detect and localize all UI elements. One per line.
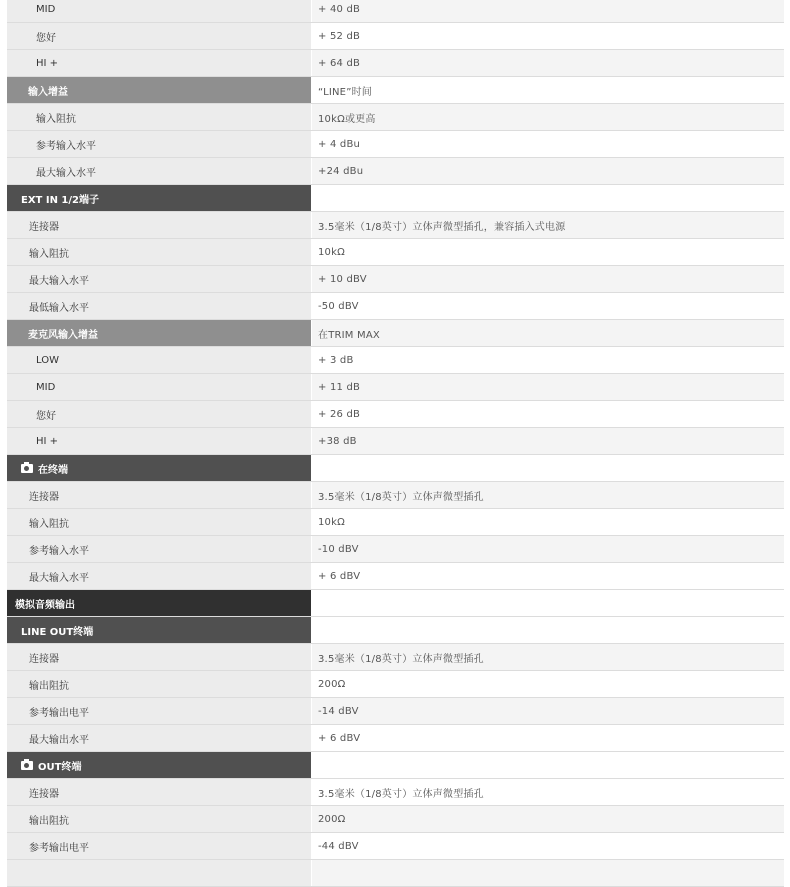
spec-label-text: 输入增益 — [28, 86, 68, 98]
spec-label-text: 连接器 — [29, 221, 59, 233]
spec-row — [7, 725, 784, 752]
spec-label — [7, 671, 312, 697]
spec-label — [7, 563, 312, 589]
spec-label-text: 最大输入水平 — [29, 275, 89, 287]
spec-label-text: 输入阻抗 — [29, 518, 69, 530]
spec-row — [7, 212, 784, 239]
spec-value: + 6 dBV — [318, 732, 361, 744]
spec-value: -50 dBV — [318, 300, 359, 312]
spec-label-text: 参考输出电平 — [29, 842, 89, 854]
spec-value: + 11 dB — [312, 374, 784, 400]
spec-label — [7, 104, 312, 130]
spec-row — [7, 320, 784, 347]
spec-value: + 52 dB — [318, 30, 361, 42]
spec-label-text: 模拟音频输出 — [15, 599, 75, 611]
spec-label-text: EXT IN 1/2端子 — [21, 194, 99, 206]
spec-value: + 26 dB — [318, 408, 361, 420]
spec-row — [7, 50, 784, 77]
spec-label — [7, 860, 312, 886]
spec-value — [312, 455, 784, 481]
spec-label — [7, 158, 312, 184]
spec-label — [7, 266, 312, 292]
spec-row — [7, 644, 784, 671]
spec-value: 10kΩ — [318, 246, 345, 258]
spec-label — [7, 212, 312, 238]
spec-value: 3.5毫米（1/8英寸）立体声微型插孔 — [312, 644, 784, 670]
spec-row — [7, 401, 784, 428]
spec-value: 200Ω — [318, 678, 346, 690]
spec-value: -10 dBV — [312, 536, 784, 562]
spec-table — [7, 0, 784, 887]
spec-label-text: 连接器 — [29, 788, 59, 800]
spec-label-text: 在终端 — [38, 464, 68, 476]
spec-value: +24 dBu — [312, 158, 784, 184]
spec-label-text: LINE OUT终端 — [21, 626, 94, 638]
spec-value: + 64 dB — [312, 50, 784, 76]
spec-value — [312, 752, 784, 778]
spec-label — [7, 779, 312, 805]
section-header-row — [7, 617, 784, 644]
spec-row — [7, 23, 784, 50]
spec-label-text: HI + — [36, 435, 59, 447]
spec-label — [7, 428, 312, 454]
spec-label-text: 输入阻抗 — [29, 248, 69, 260]
spec-label — [7, 482, 312, 508]
spec-row — [7, 509, 784, 536]
spec-label — [7, 23, 312, 49]
spec-label — [7, 752, 312, 778]
spec-value: 在TRIM MAX — [312, 320, 784, 346]
spec-label-text: 最大输入水平 — [29, 572, 89, 584]
spec-label — [7, 590, 312, 616]
spec-label-text: 麦克风输入增益 — [28, 329, 98, 341]
spec-label — [7, 347, 312, 373]
spec-label-text: 连接器 — [29, 491, 59, 503]
spec-value: 200Ω — [312, 806, 784, 832]
spec-label — [7, 617, 312, 643]
spec-row — [7, 347, 784, 374]
spec-label — [7, 239, 312, 265]
spec-label — [7, 374, 312, 400]
spec-label-text: 连接器 — [29, 653, 59, 665]
spec-row — [7, 374, 784, 401]
spec-label — [7, 509, 312, 535]
spec-row — [7, 266, 784, 293]
spec-row — [7, 158, 784, 185]
spec-value: “LINE”时间 — [318, 86, 372, 98]
spec-label — [7, 293, 312, 319]
spec-label-text: 输出阻抗 — [29, 680, 69, 692]
camera-icon — [21, 464, 33, 473]
spec-value — [312, 617, 784, 643]
spec-label-text: 最低输入水平 — [29, 302, 89, 314]
spec-value: 3.5毫米（1/8英寸）立体声微型插孔，兼容插入式电源 — [312, 212, 784, 238]
spec-row — [7, 698, 784, 725]
spec-value: + 40 dB — [312, 0, 784, 22]
spec-row — [7, 428, 784, 455]
spec-label — [7, 725, 312, 751]
spec-label — [7, 185, 312, 211]
spec-value: -14 dBV — [312, 698, 784, 724]
spec-row — [7, 482, 784, 509]
spec-value: + 3 dB — [318, 354, 354, 366]
spec-row — [7, 671, 784, 698]
spec-label-text: LOW — [36, 354, 59, 366]
spec-label — [7, 320, 312, 346]
spec-label — [7, 536, 312, 562]
spec-label — [7, 644, 312, 670]
spec-label-text: 参考输入水平 — [29, 545, 89, 557]
spec-value: 10kΩ或更高 — [312, 104, 784, 130]
section-header-row — [7, 455, 784, 482]
spec-row — [7, 77, 784, 104]
spec-label — [7, 698, 312, 724]
spec-row — [7, 563, 784, 590]
spec-value: -44 dBV — [318, 840, 359, 852]
spec-label-text: 最大输出水平 — [29, 734, 89, 746]
spec-value: 3.5毫米（1/8英寸）立体声微型插孔 — [318, 788, 484, 800]
spec-row — [7, 0, 784, 23]
section-header-row — [7, 752, 784, 779]
spec-label-text: 参考输入水平 — [36, 140, 96, 152]
spec-label — [7, 131, 312, 157]
spec-row — [7, 806, 784, 833]
spec-value — [312, 590, 784, 616]
spec-label — [7, 50, 312, 76]
spec-row — [7, 293, 784, 320]
spec-value: + 6 dBV — [318, 570, 361, 582]
spec-value: 10kΩ — [318, 516, 345, 528]
spec-label-text: 输入阻抗 — [36, 113, 76, 125]
spec-label — [7, 401, 312, 427]
spec-label-text: 最大输入水平 — [36, 167, 96, 179]
spec-label-text: MID — [36, 381, 56, 393]
spec-label-text: 输出阻抗 — [29, 815, 69, 827]
spec-label-text: HI + — [36, 57, 59, 69]
spec-value — [312, 185, 784, 211]
spec-label — [7, 455, 312, 481]
spec-value: + 4 dBu — [318, 138, 361, 150]
spec-value: +38 dB — [312, 428, 784, 454]
spec-label-text: 您好 — [36, 410, 56, 422]
spec-row — [7, 860, 784, 887]
spec-row — [7, 833, 784, 860]
spec-row — [7, 239, 784, 266]
spec-label-text: MID — [36, 3, 56, 15]
spec-label — [7, 77, 312, 103]
spec-label — [7, 0, 312, 22]
spec-label-text: 参考输出电平 — [29, 707, 89, 719]
spec-label — [7, 833, 312, 859]
spec-row — [7, 779, 784, 806]
spec-row — [7, 131, 784, 158]
spec-row — [7, 536, 784, 563]
spec-value — [312, 860, 784, 886]
camera-icon — [21, 761, 33, 770]
spec-value: 3.5毫米（1/8英寸）立体声微型插孔 — [312, 482, 784, 508]
spec-label-text: OUT终端 — [38, 761, 82, 773]
section-header-row — [7, 590, 784, 617]
spec-row — [7, 104, 784, 131]
section-header-row — [7, 185, 784, 212]
spec-label-text: 您好 — [36, 32, 56, 44]
spec-label — [7, 806, 312, 832]
spec-value: + 10 dBV — [312, 266, 784, 292]
